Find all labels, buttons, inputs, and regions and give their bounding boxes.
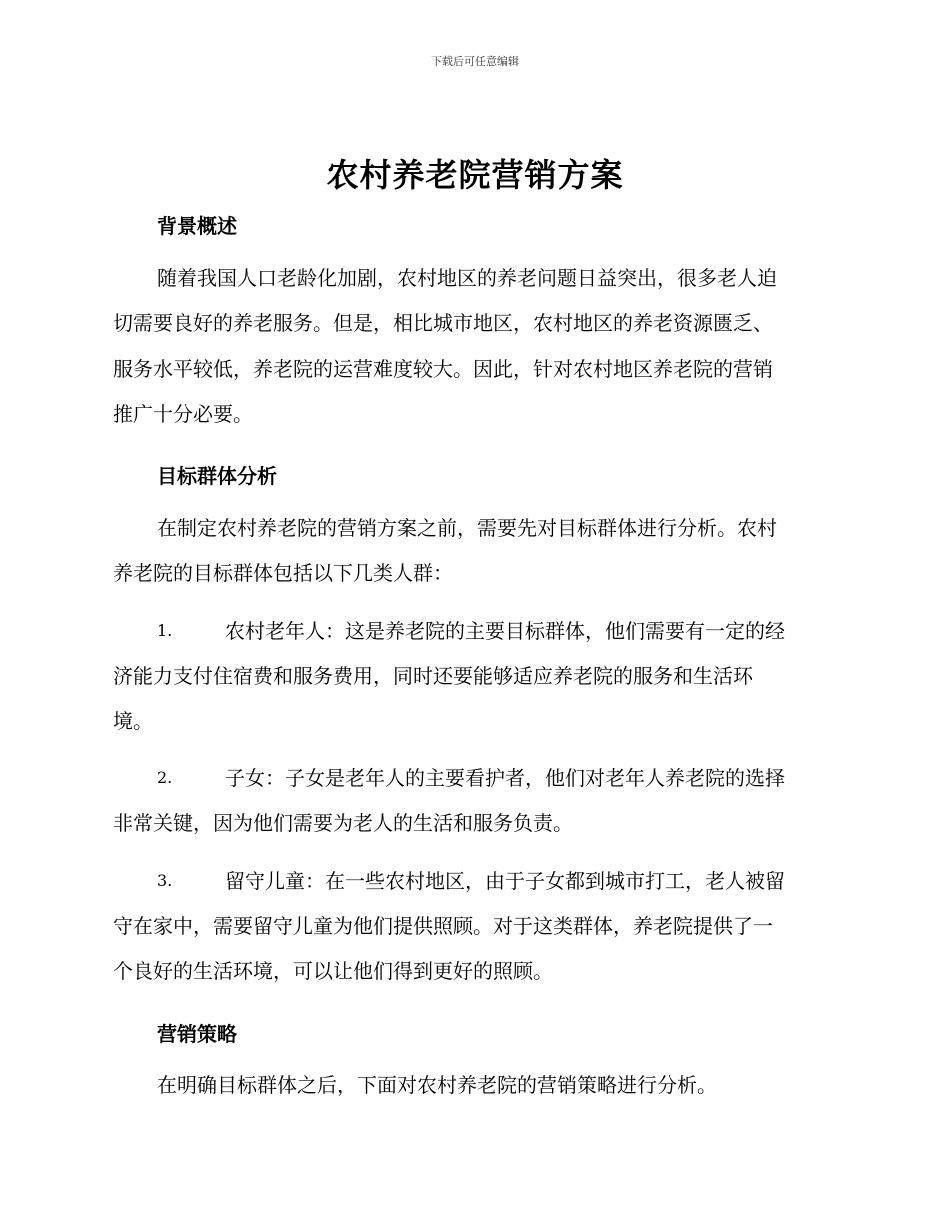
document-title: 农村养老院营销方案	[326, 156, 624, 194]
paragraph-line: 推广十分必要。	[113, 402, 253, 426]
section-heading-background: 背景概述	[157, 214, 237, 238]
list-item-line: 个良好的生活环境，可以让他们得到更好的照顾。	[113, 959, 553, 983]
list-item-line: 留守儿童：在一些农村地区，由于子女都到城市打工，老人被留	[225, 869, 785, 893]
paragraph-line: 随着我国人口老龄化加剧，农村地区的养老问题日益突出，很多老人迫	[157, 266, 777, 290]
header-note: 下载后可任意编辑	[431, 55, 519, 68]
list-number: 2.	[157, 768, 173, 787]
paragraph-line: 在明确目标群体之后，下面对农村养老院的营销策略进行分析。	[157, 1073, 717, 1097]
list-item-line: 济能力支付住宿费和服务费用，同时还要能够适应养老院的服务和生活环	[113, 664, 753, 688]
list-item-line: 农村老年人：这是养老院的主要目标群体，他们需要有一定的经	[225, 619, 785, 643]
section-heading-marketing: 营销策略	[157, 1022, 237, 1046]
list-item-line: 子女：子女是老年人的主要看护者，他们对老年人养老院的选择	[225, 766, 785, 790]
paragraph-line: 在制定农村养老院的营销方案之前，需要先对目标群体进行分析。农村	[157, 516, 777, 540]
list-item-line: 非常关键，因为他们需要为老人的生活和服务负责。	[113, 811, 573, 835]
list-number: 3.	[157, 871, 173, 890]
paragraph-line: 切需要良好的养老服务。但是，相比城市地区，农村地区的养老资源匮乏、	[113, 311, 773, 335]
paragraph-line: 服务水平较低，养老院的运营难度较大。因此，针对农村地区养老院的营销	[113, 357, 773, 381]
paragraph-line: 养老院的目标群体包括以下几类人群：	[113, 561, 453, 585]
section-heading-target: 目标群体分析	[157, 464, 277, 488]
list-item-line: 境。	[113, 709, 153, 733]
list-item-line: 守在家中，需要留守儿童为他们提供照顾。对于这类群体，养老院提供了一	[113, 914, 773, 938]
list-number: 1.	[157, 621, 173, 640]
